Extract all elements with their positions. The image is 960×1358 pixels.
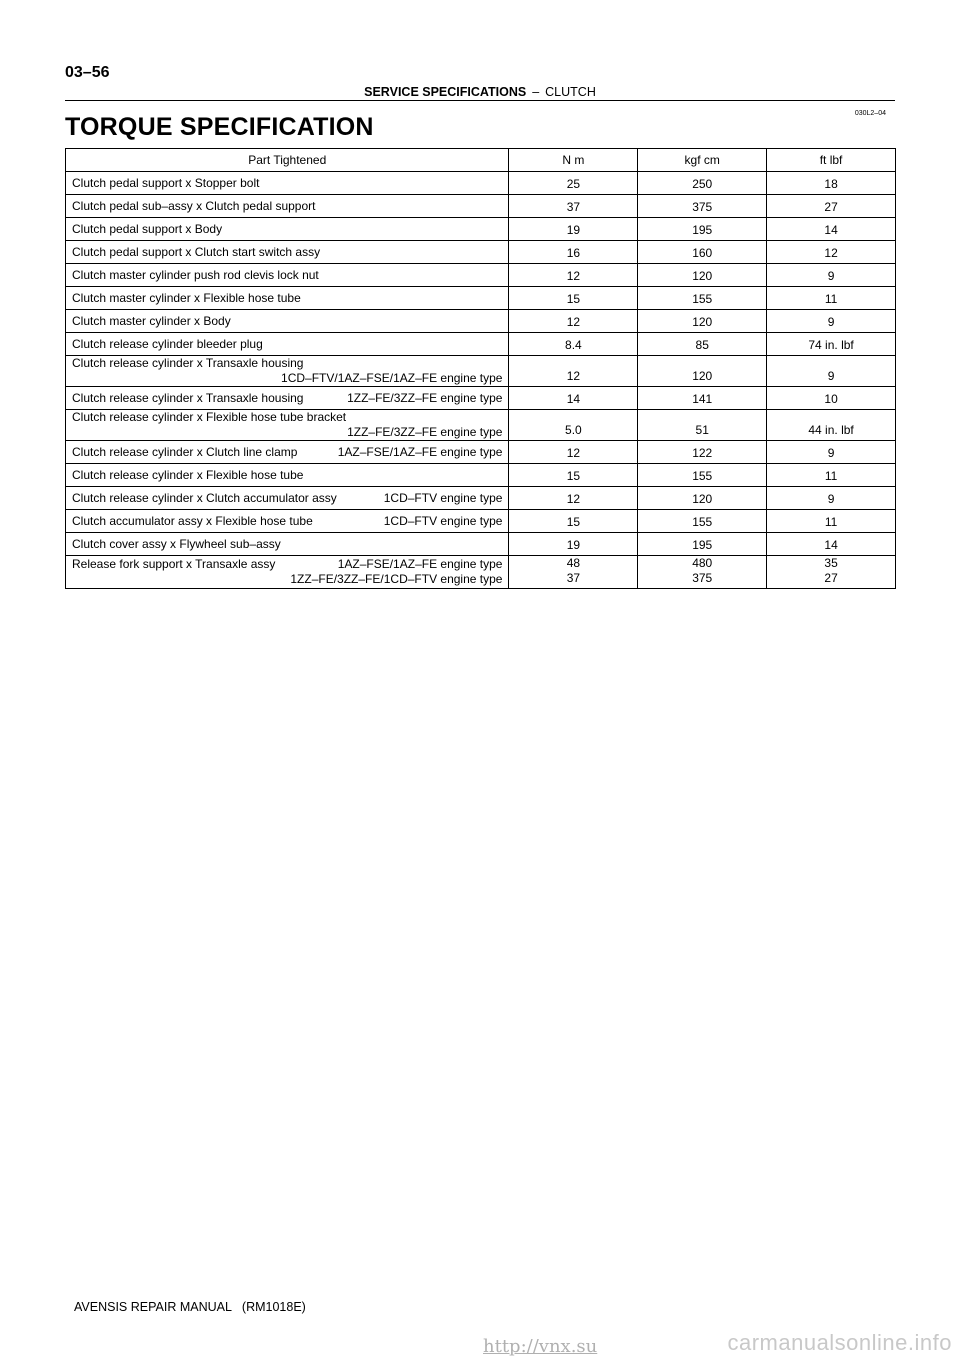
part-name: Clutch release cylinder x Flexible hose tube bracket	[72, 410, 347, 424]
ftlbf-value-line: 9	[827, 492, 835, 506]
kgf-value	[638, 487, 767, 510]
nm-value-line: 37	[566, 200, 581, 214]
nm-value	[509, 264, 638, 287]
ftlbf-value	[767, 172, 896, 195]
table-row	[66, 241, 896, 264]
engine-type: 1ZZ–FE/3ZZ–FE/1CD–FTV engine type	[290, 572, 503, 586]
ftlbf-value-line: 27	[824, 571, 838, 585]
column-header-ft: ft lbf	[767, 149, 896, 172]
part-name: Clutch pedal support x Clutch start switch assy	[72, 244, 321, 259]
kgf-value-line: 122	[692, 446, 713, 460]
ftlbf-value-line: 18	[824, 177, 838, 191]
ftlbf-value	[767, 287, 896, 310]
kgf-value	[638, 264, 767, 287]
part-name: Clutch master cylinder push rod clevis lock nut	[72, 267, 319, 282]
ftlbf-value-line: 9	[827, 446, 835, 460]
ftlbf-value-line: 9	[827, 369, 835, 383]
kgf-value-line: 51	[695, 423, 709, 437]
kgf-value-line: 120	[692, 492, 713, 506]
nm-value-line: 12	[566, 446, 581, 460]
part-cell	[66, 287, 509, 310]
ftlbf-value-line: 12	[824, 246, 838, 260]
part-name: Clutch master cylinder x Flexible hose tube	[72, 290, 301, 305]
part-name: Clutch cover assy x Flywheel sub–assy	[72, 536, 281, 551]
part-line	[72, 425, 502, 440]
kgf-value-line: 141	[692, 392, 713, 406]
ftlbf-value-line: 35	[824, 556, 838, 570]
nm-value	[509, 333, 638, 356]
footer	[74, 1300, 306, 1314]
nm-value	[509, 410, 638, 441]
table-row	[66, 464, 896, 487]
table-row	[66, 333, 896, 356]
column-header-nm: N m	[509, 149, 638, 172]
nm-value	[509, 464, 638, 487]
site-watermark: carmanualsonline.info	[727, 1330, 952, 1355]
ftlbf-value	[767, 487, 896, 510]
ftlbf-value-line: 10	[824, 392, 838, 406]
nm-value-line: 15	[566, 469, 581, 483]
kgf-value-line: 120	[692, 315, 713, 329]
ftlbf-value	[767, 264, 896, 287]
part-name: Clutch pedal support x Stopper bolt	[72, 175, 260, 190]
kgf-value-line: 195	[692, 538, 713, 552]
torque-spec-table	[65, 148, 896, 589]
kgf-value	[638, 556, 767, 589]
nm-value	[509, 310, 638, 333]
kgf-value	[638, 510, 767, 533]
column-header-kgf: kgf cm	[638, 149, 767, 172]
ftlbf-value	[767, 556, 896, 589]
nm-value-line: 15	[566, 292, 581, 306]
engine-type: 1CD–FTV/1AZ–FSE/1AZ–FE engine type	[281, 371, 503, 385]
part-cell	[66, 510, 509, 533]
ftlbf-value	[767, 441, 896, 464]
part-line	[72, 514, 502, 529]
nm-value-line: 48	[566, 556, 581, 570]
page-title: TORQUE SPECIFICATION	[65, 113, 374, 141]
kgf-value-line: 480	[692, 556, 713, 570]
nm-value-line: 25	[566, 177, 581, 191]
table-header-row	[66, 149, 896, 172]
part-name: Release fork support x Transaxle assy	[72, 557, 276, 571]
ftlbf-value-line: 11	[824, 292, 838, 306]
part-name: Clutch accumulator assy x Flexible hose tube	[72, 513, 313, 528]
nm-value	[509, 487, 638, 510]
kgf-value	[638, 464, 767, 487]
kgf-value	[638, 333, 767, 356]
nm-value-line: 12	[566, 269, 581, 283]
part-name: Clutch release cylinder bleeder plug	[72, 336, 263, 351]
part-line	[72, 199, 502, 214]
nm-value	[509, 510, 638, 533]
section-title: SERVICE SPECIFICATIONS	[364, 85, 527, 99]
part-cell	[66, 356, 509, 387]
document-code: 030L2–04	[854, 110, 886, 117]
part-line	[72, 391, 502, 406]
part-name: Clutch master cylinder x Body	[72, 313, 231, 328]
nm-value	[509, 287, 638, 310]
nm-value-line: 12	[566, 315, 581, 329]
nm-value-line: 5.0	[565, 423, 582, 437]
kgf-value-line: 155	[692, 515, 713, 529]
part-cell	[66, 556, 509, 589]
part-cell	[66, 310, 509, 333]
part-cell	[66, 464, 509, 487]
nm-value-line: 37	[566, 571, 581, 585]
nm-value	[509, 533, 638, 556]
kgf-value-line: 375	[692, 200, 713, 214]
part-cell	[66, 218, 509, 241]
engine-type: 1ZZ–FE/3ZZ–FE engine type	[347, 425, 503, 439]
part-line	[72, 291, 502, 306]
part-name: Clutch release cylinder x Clutch line clamp	[72, 444, 298, 459]
engine-type: 1AZ–FSE/1AZ–FE engine type	[337, 444, 503, 459]
kgf-value	[638, 410, 767, 441]
table-row	[66, 264, 896, 287]
ftlbf-value	[767, 195, 896, 218]
part-line	[72, 314, 502, 329]
part-name: Clutch release cylinder x Transaxle housing	[72, 390, 304, 405]
ftlbf-value	[767, 410, 896, 441]
engine-type: 1CD–FTV engine type	[383, 490, 503, 505]
nm-value-line: 19	[566, 538, 581, 552]
part-name: Clutch pedal support x Body	[72, 221, 223, 236]
kgf-value	[638, 533, 767, 556]
nm-value	[509, 441, 638, 464]
kgf-value	[638, 387, 767, 410]
nm-value-line: 15	[566, 515, 581, 529]
kgf-value	[638, 218, 767, 241]
ftlbf-value	[767, 533, 896, 556]
table-row	[66, 195, 896, 218]
part-line	[72, 491, 502, 506]
ftlbf-value	[767, 510, 896, 533]
subsection-title: CLUTCH	[545, 85, 596, 99]
nm-value-line: 14	[566, 392, 581, 406]
kgf-value	[638, 310, 767, 333]
ftlbf-value-line: 9	[827, 315, 835, 329]
table-row	[66, 387, 896, 410]
nm-value	[509, 218, 638, 241]
manual-name: AVENSIS REPAIR MANUAL	[74, 1300, 232, 1314]
ftlbf-value-line: 9	[827, 269, 835, 283]
manual-code: (RM1018E)	[241, 1300, 306, 1314]
table-row	[66, 510, 896, 533]
part-cell	[66, 487, 509, 510]
part-line	[72, 245, 502, 260]
ftlbf-value-line: 14	[824, 538, 838, 552]
part-line	[72, 176, 502, 191]
kgf-value-line: 160	[692, 246, 713, 260]
engine-type: 1ZZ–FE/3ZZ–FE engine type	[347, 390, 503, 405]
nm-value	[509, 556, 638, 589]
kgf-value	[638, 241, 767, 264]
kgf-value-line: 85	[695, 338, 709, 352]
kgf-value-line: 375	[692, 571, 713, 585]
table-row	[66, 487, 896, 510]
part-line	[72, 572, 502, 587]
table-row	[66, 172, 896, 195]
ftlbf-value	[767, 333, 896, 356]
ftlbf-value	[767, 356, 896, 387]
part-line	[72, 222, 502, 237]
ftlbf-value	[767, 464, 896, 487]
nm-value	[509, 195, 638, 218]
table-body	[66, 172, 896, 589]
nm-value	[509, 387, 638, 410]
part-line	[72, 371, 502, 386]
table-row	[66, 356, 896, 387]
part-line	[72, 410, 502, 425]
ftlbf-value-line: 74 in. lbf	[808, 338, 854, 352]
ftlbf-value-line: 11	[824, 469, 838, 483]
nm-value-line: 12	[566, 492, 581, 506]
part-line	[72, 356, 502, 371]
table-row	[66, 218, 896, 241]
nm-value-line: 12	[566, 369, 581, 383]
nm-value	[509, 356, 638, 387]
column-header-part: Part Tightened	[66, 149, 509, 172]
part-line	[72, 445, 502, 460]
header-rule	[65, 100, 895, 101]
nm-value-line: 19	[566, 223, 581, 237]
kgf-value	[638, 287, 767, 310]
part-cell	[66, 441, 509, 464]
table-row	[66, 556, 896, 589]
section-separator: –	[532, 85, 540, 99]
part-cell	[66, 533, 509, 556]
kgf-value	[638, 195, 767, 218]
part-name: Clutch release cylinder x Flexible hose tube	[72, 467, 304, 482]
part-cell	[66, 195, 509, 218]
ftlbf-value	[767, 310, 896, 333]
ftlbf-value-line: 44 in. lbf	[808, 423, 854, 437]
part-cell	[66, 264, 509, 287]
nm-value	[509, 241, 638, 264]
kgf-value	[638, 356, 767, 387]
part-line	[72, 337, 502, 352]
table-row	[66, 410, 896, 441]
part-name: Clutch pedal sub–assy x Clutch pedal support	[72, 198, 316, 213]
section-header	[65, 85, 895, 99]
ftlbf-value-line: 11	[824, 515, 838, 529]
nm-value-line: 16	[566, 246, 581, 260]
ftlbf-value	[767, 218, 896, 241]
nm-value-line: 8.4	[565, 338, 582, 352]
part-line	[72, 537, 502, 552]
engine-type: 1CD–FTV engine type	[383, 513, 503, 528]
ftlbf-value	[767, 241, 896, 264]
kgf-value-line: 120	[692, 369, 713, 383]
kgf-value	[638, 441, 767, 464]
part-cell	[66, 241, 509, 264]
part-line	[72, 468, 502, 483]
kgf-value-line: 250	[692, 177, 713, 191]
page-number: 03–56	[65, 64, 110, 81]
part-name: Clutch release cylinder x Transaxle housing	[72, 356, 304, 370]
table-row	[66, 441, 896, 464]
part-cell	[66, 410, 509, 441]
nm-value	[509, 172, 638, 195]
table-row	[66, 310, 896, 333]
kgf-value-line: 155	[692, 469, 713, 483]
part-cell	[66, 387, 509, 410]
kgf-value-line: 120	[692, 269, 713, 283]
ftlbf-value-line: 14	[824, 223, 838, 237]
ftlbf-value	[767, 387, 896, 410]
part-cell	[66, 172, 509, 195]
part-line	[72, 557, 502, 572]
part-name: Clutch release cylinder x Clutch accumulator assy	[72, 490, 337, 505]
part-line	[72, 268, 502, 283]
watermark-link[interactable]: http://vnx.su	[483, 1336, 598, 1357]
part-cell	[66, 333, 509, 356]
kgf-value-line: 155	[692, 292, 713, 306]
engine-type: 1AZ–FSE/1AZ–FE engine type	[337, 557, 503, 571]
kgf-value	[638, 172, 767, 195]
table-row	[66, 533, 896, 556]
table-row	[66, 287, 896, 310]
kgf-value-line: 195	[692, 223, 713, 237]
ftlbf-value-line: 27	[824, 200, 838, 214]
